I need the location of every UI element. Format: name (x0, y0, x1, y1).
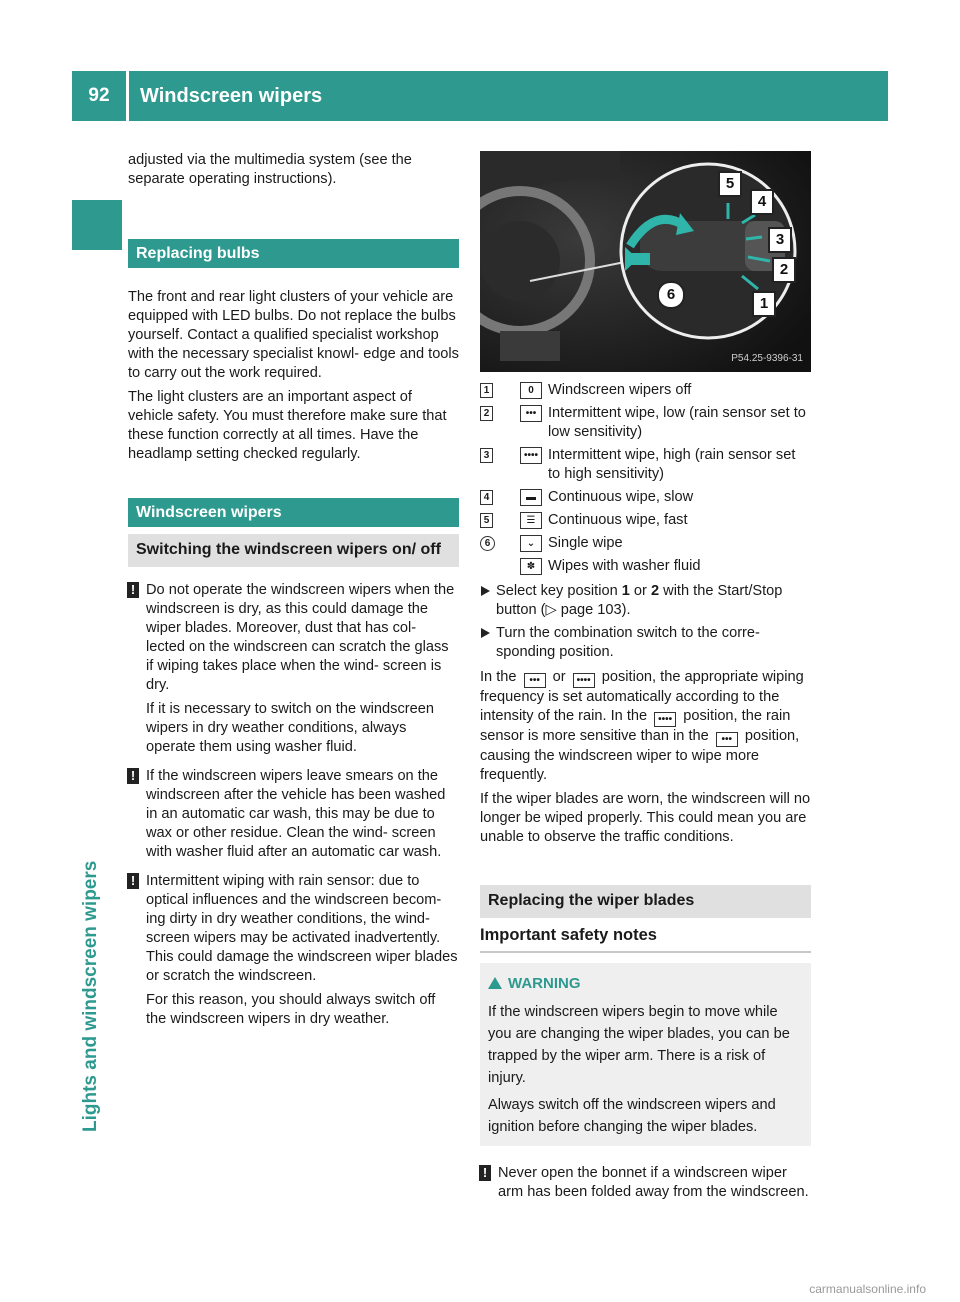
intermittent-high-icon: •••• (573, 673, 595, 688)
right-column (480, 151, 811, 1207)
instruction-select-key: Select key position 1 or 2 with the Start/Stop button (▷ page 103). (480, 582, 811, 620)
arrow-right-icon (481, 628, 490, 638)
legend-item-washer: ✽ Wipes with washer fluid (480, 557, 811, 576)
note-rain-sensor: ! Intermittent wiping with rain sensor: due to optical influences and the windscreen becom- ing dirty in dry weather conditions, the wind- screen wipers may be activated inadvertently. This could damage the windscreen wiper blades or scratch the windscreen. (128, 872, 459, 986)
intermittent-low-icon: ••• (716, 732, 738, 747)
wiper-off-icon: 0 (520, 382, 542, 399)
single-wipe-icon: ⌄ (520, 535, 542, 552)
section-heading-wipers: Windscreen wipers (128, 498, 459, 527)
legend-number: 2 (480, 406, 493, 421)
section-heading-bulbs: Replacing bulbs (128, 239, 459, 268)
note-dry-operation-2: If it is necessary to switch on the windscreen wipers in dry weather conditions, always operate them using washer fluid. (146, 701, 434, 755)
side-chapter-label: Lights and windscreen wipers (80, 860, 101, 1132)
warning-text-1: If the windscreen wipers begin to move while you are changing the wiper blades, you can be trapped by the wiper arm. There is a risk of injury. (488, 1004, 790, 1086)
callout-1: 1 (752, 291, 776, 317)
legend-item-3: 3 •••• Intermittent wipe, high (rain sensor set to high sensitivity) (480, 446, 811, 484)
exclamation-icon: ! (127, 873, 139, 889)
legend-number: 5 (480, 513, 493, 528)
intermittent-low-icon: ••• (520, 405, 542, 422)
intermittent-low-icon: ••• (524, 673, 546, 688)
continuous-slow-icon: ▬ (520, 489, 542, 506)
side-tab-marker (72, 200, 122, 250)
warning-box (480, 963, 811, 1146)
legend-number: 6 (480, 536, 495, 551)
legend-number: 4 (480, 490, 493, 505)
page-header (72, 71, 888, 121)
rain-sensor-paragraph: In the ••• or •••• position, the appropriate wiping frequency is set automatically according to the intensity of the rain. In the •••• position, the rain sensor is more sensitive than in the ••• position, causing the windscreen wiper to wipe more frequently. (480, 669, 804, 783)
legend-item-6: 6 ⌄ Single wipe (480, 534, 811, 553)
note-smears: ! If the windscreen wipers leave smears on the windscreen after the vehicle has been washed in an automatic car wash, this may be due to wax or other residue. Clean the wind- screen with washer fluid after an automatic car wash. (128, 767, 459, 862)
legend-number: 3 (480, 448, 493, 463)
warning-triangle-icon (488, 977, 502, 989)
bulbs-paragraph-2: The light clusters are an important aspect of vehicle safety. You must therefore make sure that these function correctly at all times. Have the headlamp setting checked regularly. (128, 389, 447, 462)
worn-blades-paragraph: If the wiper blades are worn, the windscreen will no longer be wiped properly. This could mean you are unable to observe the traffic conditions. (480, 791, 811, 845)
washer-fluid-icon: ✽ (520, 558, 542, 575)
safety-notes-heading: Important safety notes (480, 926, 811, 953)
legend-number: 1 (480, 383, 493, 398)
page-title: Windscreen wipers (140, 85, 323, 107)
callout-6: 6 (657, 281, 685, 309)
arrow-right-icon (481, 586, 490, 596)
legend-item-4: 4 ▬ Continuous wipe, slow (480, 488, 811, 507)
warning-heading: WARNING (488, 973, 803, 995)
note-bonnet: ! Never open the bonnet if a windscreen wiper arm has been folded away from the windscreen. (480, 1164, 811, 1202)
photo-code: P54.25-9396-31 (731, 353, 803, 364)
callout-2: 2 (772, 257, 796, 283)
instruction-turn-switch: Turn the combination switch to the corre- sponding position. (480, 624, 811, 662)
photo-illustration (480, 151, 811, 372)
continuous-fast-icon: ☰ (520, 512, 542, 529)
callout-3: 3 (768, 227, 792, 253)
callout-4: 4 (750, 189, 774, 215)
note-dry-operation: ! Do not operate the windscreen wipers when the windscreen is dry, as this could damage the wiper blades. Moreover, dust that has col- lected on the windscreen can scratch the glass if wiping takes place when the wind- screen is dry. (128, 581, 459, 695)
page-number: 92 (88, 85, 110, 106)
intermittent-high-icon: •••• (520, 447, 542, 464)
legend-item-1: 1 0 Windscreen wipers off (480, 381, 811, 400)
header-separator (126, 71, 129, 121)
left-column (128, 151, 459, 1034)
exclamation-icon: ! (127, 582, 139, 598)
exclamation-icon: ! (127, 768, 139, 784)
exclamation-icon: ! (479, 1165, 491, 1181)
legend-item-2: 2 ••• Intermittent wipe, low (rain sensor set to low sensitivity) (480, 404, 811, 442)
bulbs-paragraph-1: The front and rear light clusters of your vehicle are equipped with LED bulbs. Do not replace the bulbs yourself. Contact a qualified specialist workshop with the necessary specialist knowl- edge and tools to carry out the work required. (128, 289, 459, 381)
wiper-switch-photo (480, 151, 811, 372)
warning-text-2: Always switch off the windscreen wipers and ignition before changing the wiper blades. (488, 1097, 776, 1135)
watermark: carmanualsonline.info (809, 1282, 926, 1296)
subsection-heading-switching: Switching the windscreen wipers on/ off (128, 534, 459, 567)
legend-item-5: 5 ☰ Continuous wipe, fast (480, 511, 811, 530)
intro-text: adjusted via the multimedia system (see the separate operating instructions). (128, 152, 412, 187)
subsection-heading-blades: Replacing the wiper blades (480, 885, 811, 918)
note-rain-sensor-2: For this reason, you should always switch off the windscreen wipers in dry weather. (146, 992, 436, 1027)
callout-5: 5 (718, 171, 742, 197)
intermittent-high-icon: •••• (654, 712, 676, 727)
